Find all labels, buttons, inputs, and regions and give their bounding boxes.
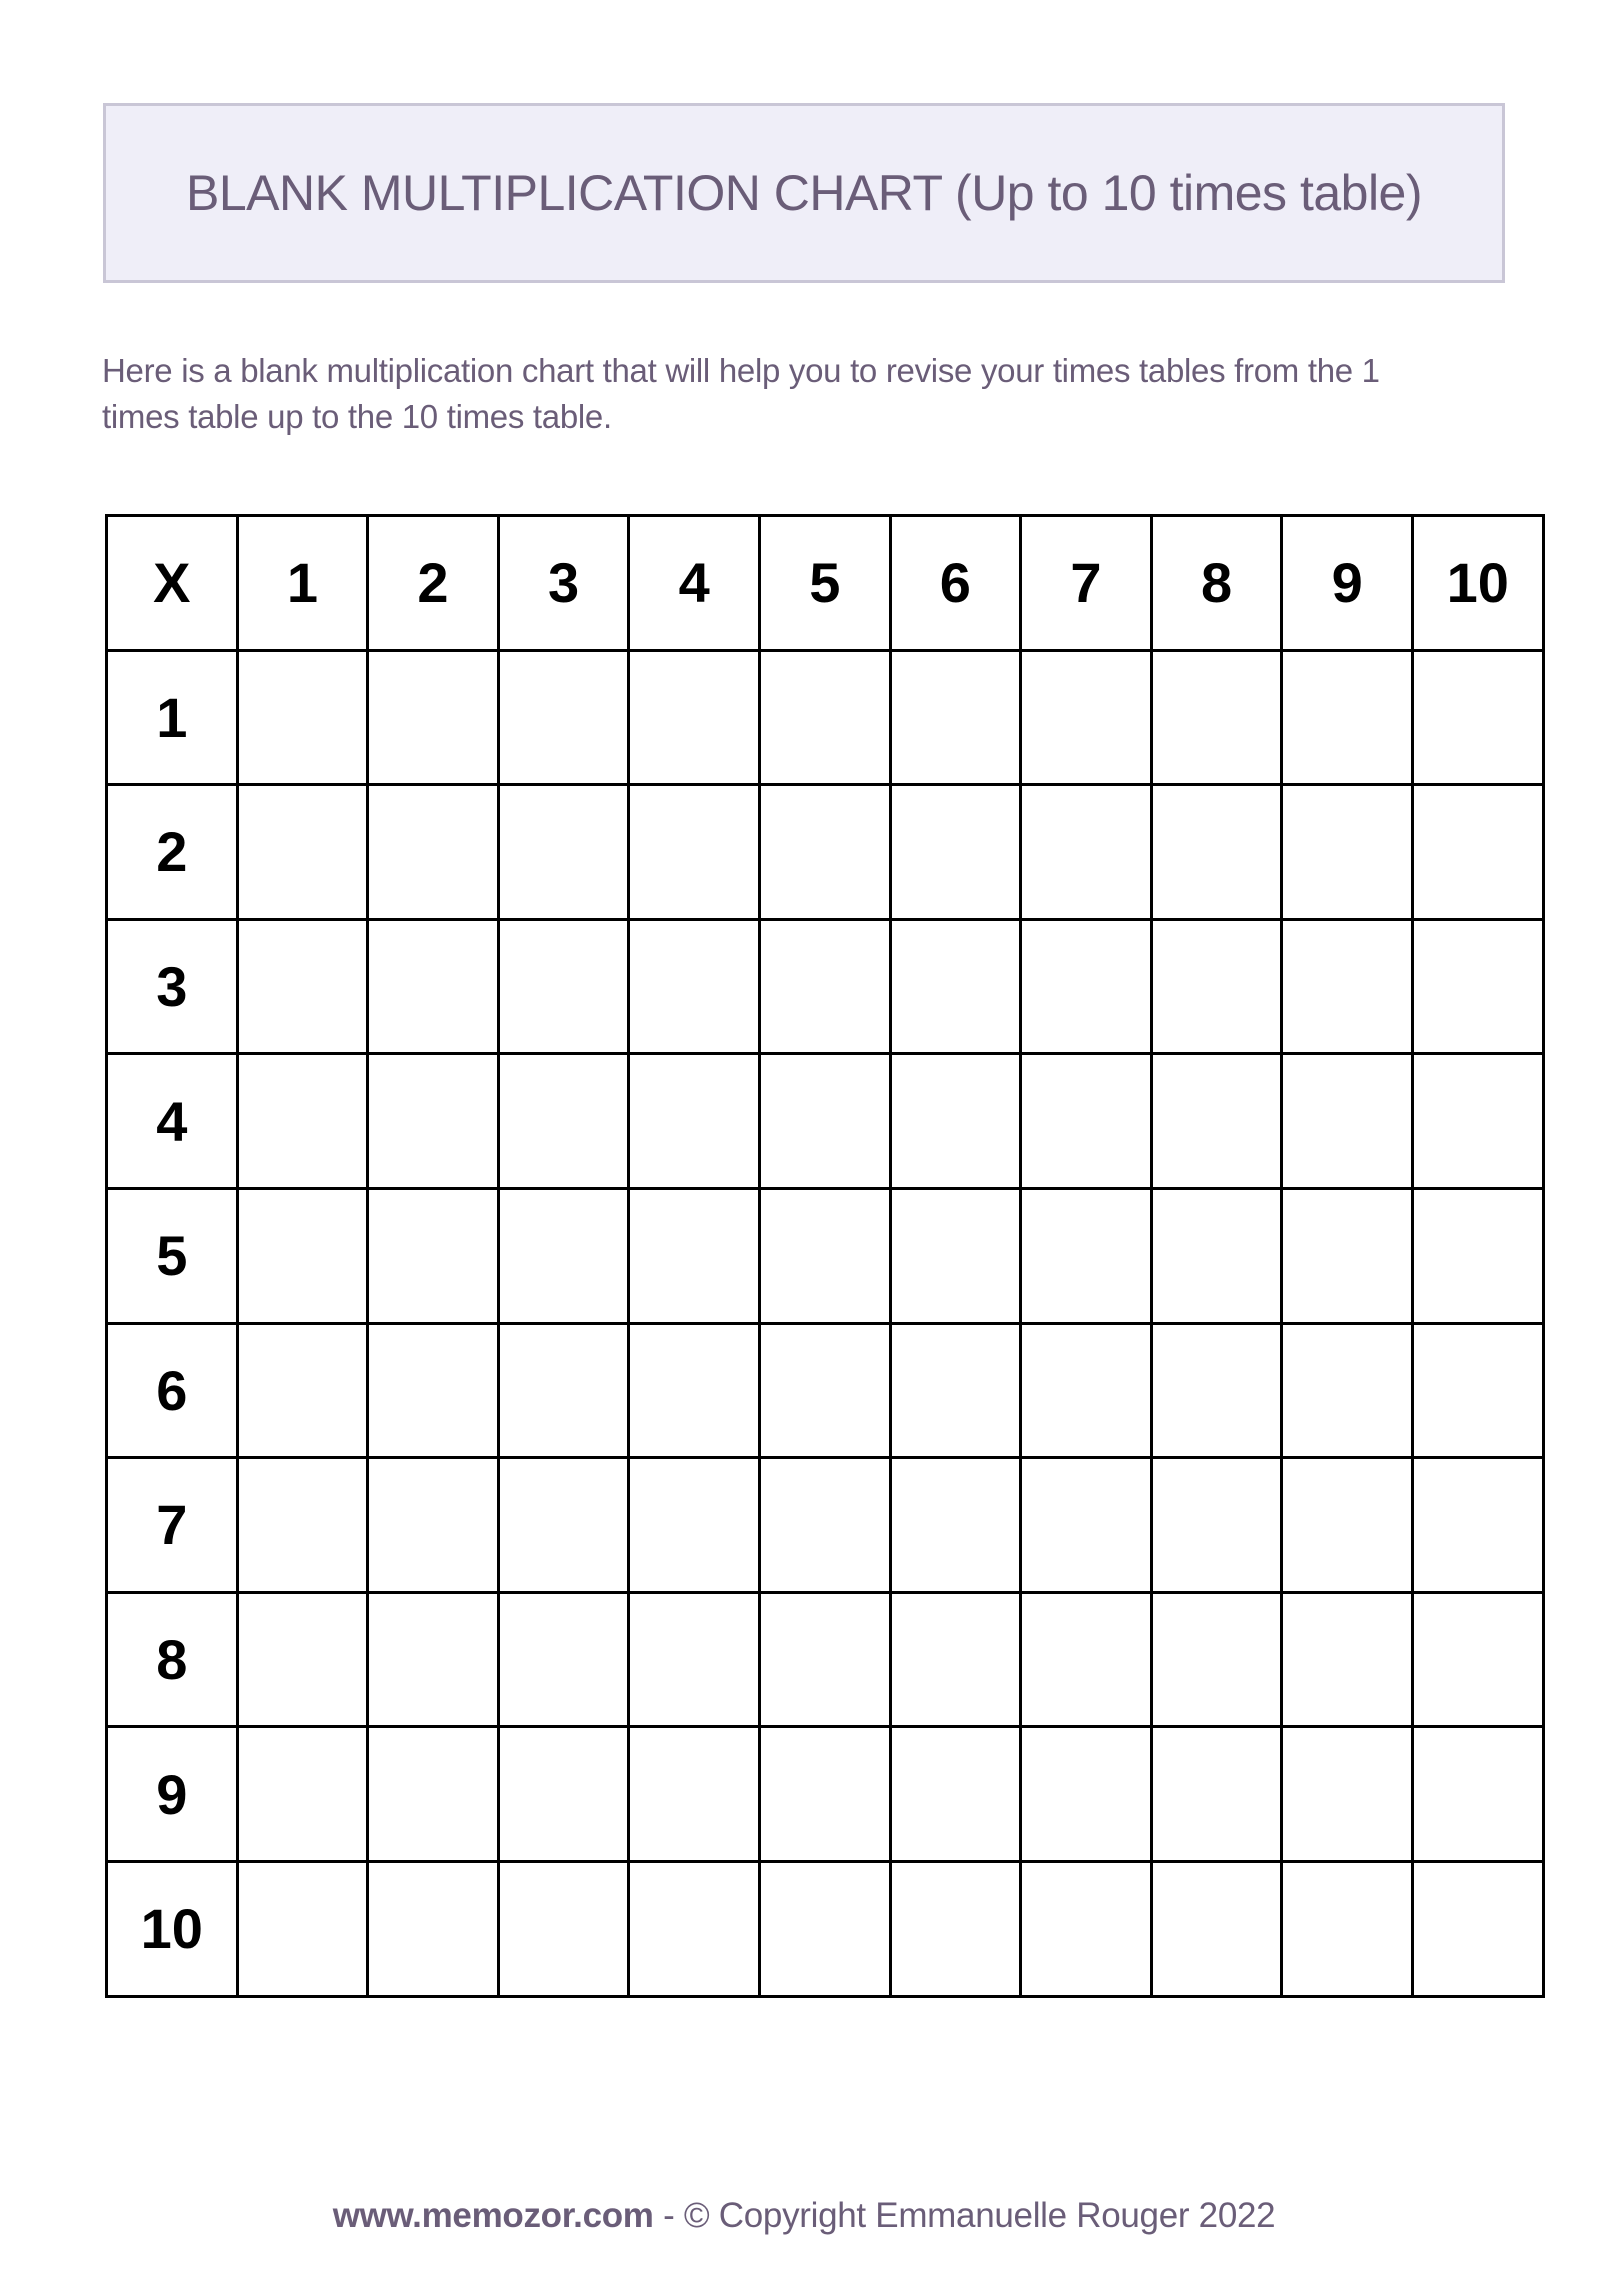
- blank-answer-cell[interactable]: [237, 650, 368, 785]
- corner-cell: X: [107, 516, 238, 651]
- blank-answer-cell[interactable]: [1282, 785, 1413, 920]
- blank-answer-cell[interactable]: [890, 1592, 1021, 1727]
- column-header: 8: [1151, 516, 1282, 651]
- table-row: [107, 1458, 1544, 1593]
- blank-answer-cell[interactable]: [1151, 1458, 1282, 1593]
- blank-answer-cell[interactable]: [759, 1323, 890, 1458]
- footer-copyright: - © Copyright Emmanuelle Rouger 2022: [653, 2196, 1276, 2235]
- blank-answer-cell[interactable]: [759, 1458, 890, 1593]
- blank-answer-cell[interactable]: [1282, 1592, 1413, 1727]
- blank-answer-cell[interactable]: [368, 1054, 499, 1189]
- table-row: [107, 1592, 1544, 1727]
- row-header: 10: [107, 1861, 238, 1996]
- blank-answer-cell[interactable]: [759, 1592, 890, 1727]
- blank-answer-cell[interactable]: [1151, 1323, 1282, 1458]
- blank-answer-cell[interactable]: [759, 919, 890, 1054]
- blank-answer-cell[interactable]: [498, 1861, 629, 1996]
- blank-answer-cell[interactable]: [237, 1861, 368, 1996]
- blank-answer-cell[interactable]: [1412, 785, 1543, 920]
- blank-answer-cell[interactable]: [1282, 650, 1413, 785]
- column-header: 10: [1412, 516, 1543, 651]
- blank-answer-cell[interactable]: [1021, 1861, 1152, 1996]
- blank-answer-cell[interactable]: [368, 1861, 499, 1996]
- row-header: 4: [107, 1054, 238, 1189]
- blank-answer-cell[interactable]: [368, 1188, 499, 1323]
- blank-answer-cell[interactable]: [1151, 1054, 1282, 1189]
- blank-answer-cell[interactable]: [890, 785, 1021, 920]
- blank-answer-cell[interactable]: [498, 1188, 629, 1323]
- blank-answer-cell[interactable]: [1021, 1323, 1152, 1458]
- table-row: [107, 919, 1544, 1054]
- blank-answer-cell[interactable]: [1021, 1054, 1152, 1189]
- blank-answer-cell[interactable]: [890, 1458, 1021, 1593]
- row-header: 1: [107, 650, 238, 785]
- intro-line-2: times table up to the 10 times table.: [102, 398, 612, 435]
- blank-answer-cell[interactable]: [629, 919, 760, 1054]
- blank-answer-cell[interactable]: [1151, 1861, 1282, 1996]
- blank-answer-cell[interactable]: [498, 1592, 629, 1727]
- table-row: [107, 1188, 1544, 1323]
- column-header: 4: [629, 516, 760, 651]
- blank-answer-cell[interactable]: [368, 785, 499, 920]
- blank-answer-cell[interactable]: [629, 1861, 760, 1996]
- blank-answer-cell[interactable]: [1021, 650, 1152, 785]
- row-header: 9: [107, 1727, 238, 1862]
- footer-site: www.memozor.com: [332, 2196, 654, 2235]
- blank-answer-cell[interactable]: [368, 650, 499, 785]
- blank-answer-cell[interactable]: [237, 919, 368, 1054]
- table-row: [107, 1323, 1544, 1458]
- blank-answer-cell[interactable]: [759, 650, 890, 785]
- blank-answer-cell[interactable]: [759, 1861, 890, 1996]
- footer: [0, 2196, 1608, 2236]
- blank-answer-cell[interactable]: [890, 1861, 1021, 1996]
- page-title: BLANK MULTIPLICATION CHART (Up to 10 times table): [185, 165, 1423, 221]
- blank-answer-cell[interactable]: [237, 1188, 368, 1323]
- table-row: [107, 785, 1544, 920]
- blank-answer-cell[interactable]: [1412, 1861, 1543, 1996]
- blank-answer-cell[interactable]: [368, 1458, 499, 1593]
- blank-answer-cell[interactable]: [368, 919, 499, 1054]
- blank-answer-cell[interactable]: [890, 1323, 1021, 1458]
- blank-answer-cell[interactable]: [629, 1727, 760, 1862]
- blank-answer-cell[interactable]: [1412, 1054, 1543, 1189]
- blank-answer-cell[interactable]: [1282, 1323, 1413, 1458]
- blank-answer-cell[interactable]: [1021, 1592, 1152, 1727]
- blank-answer-cell[interactable]: [368, 1727, 499, 1862]
- blank-answer-cell[interactable]: [368, 1323, 499, 1458]
- blank-answer-cell[interactable]: [1282, 1054, 1413, 1189]
- blank-answer-cell[interactable]: [498, 919, 629, 1054]
- blank-answer-cell[interactable]: [498, 785, 629, 920]
- blank-answer-cell[interactable]: [1282, 1188, 1413, 1323]
- row-header: 2: [107, 785, 238, 920]
- column-header: 1: [237, 516, 368, 651]
- blank-answer-cell[interactable]: [1151, 785, 1282, 920]
- column-header: 9: [1282, 516, 1413, 651]
- table-row: [107, 1861, 1544, 1996]
- blank-answer-cell[interactable]: [629, 1458, 760, 1593]
- blank-answer-cell[interactable]: [1151, 1727, 1282, 1862]
- blank-answer-cell[interactable]: [890, 1054, 1021, 1189]
- blank-answer-cell[interactable]: [1282, 1727, 1413, 1862]
- column-header: 7: [1021, 516, 1152, 651]
- blank-answer-cell[interactable]: [1412, 1188, 1543, 1323]
- blank-answer-cell[interactable]: [237, 1592, 368, 1727]
- blank-answer-cell[interactable]: [498, 1727, 629, 1862]
- blank-answer-cell[interactable]: [368, 1592, 499, 1727]
- column-header: 5: [759, 516, 890, 651]
- blank-answer-cell[interactable]: [1021, 1458, 1152, 1593]
- blank-answer-cell[interactable]: [759, 785, 890, 920]
- multiplication-grid: [105, 514, 1545, 1998]
- blank-answer-cell[interactable]: [890, 650, 1021, 785]
- table-row: [107, 1727, 1544, 1862]
- blank-answer-cell[interactable]: [890, 1727, 1021, 1862]
- row-header: 8: [107, 1592, 238, 1727]
- blank-answer-cell[interactable]: [1412, 1323, 1543, 1458]
- row-header: 7: [107, 1458, 238, 1593]
- blank-answer-cell[interactable]: [1412, 919, 1543, 1054]
- blank-answer-cell[interactable]: [1021, 919, 1152, 1054]
- blank-answer-cell[interactable]: [629, 1188, 760, 1323]
- blank-answer-cell[interactable]: [1151, 919, 1282, 1054]
- intro-paragraph: [102, 348, 1522, 440]
- blank-answer-cell[interactable]: [498, 1323, 629, 1458]
- blank-answer-cell[interactable]: [1151, 1188, 1282, 1323]
- blank-answer-cell[interactable]: [1412, 650, 1543, 785]
- blank-answer-cell[interactable]: [890, 1188, 1021, 1323]
- blank-answer-cell[interactable]: [890, 919, 1021, 1054]
- blank-answer-cell[interactable]: [1151, 650, 1282, 785]
- blank-answer-cell[interactable]: [629, 785, 760, 920]
- blank-answer-cell[interactable]: [237, 1458, 368, 1593]
- column-header: 6: [890, 516, 1021, 651]
- blank-answer-cell[interactable]: [759, 1727, 890, 1862]
- blank-answer-cell[interactable]: [1151, 1592, 1282, 1727]
- row-header: 6: [107, 1323, 238, 1458]
- blank-answer-cell[interactable]: [1282, 919, 1413, 1054]
- blank-answer-cell[interactable]: [1021, 1727, 1152, 1862]
- blank-answer-cell[interactable]: [1021, 1188, 1152, 1323]
- blank-answer-cell[interactable]: [237, 785, 368, 920]
- header-row: [107, 516, 1544, 651]
- blank-answer-cell[interactable]: [759, 1054, 890, 1189]
- blank-answer-cell[interactable]: [498, 1458, 629, 1593]
- column-header: 3: [498, 516, 629, 651]
- blank-answer-cell[interactable]: [629, 1323, 760, 1458]
- intro-line-1: Here is a blank multiplication chart that will help you to revise your times tables from the 1: [102, 352, 1380, 389]
- blank-answer-cell[interactable]: [1282, 1861, 1413, 1996]
- row-header: 3: [107, 919, 238, 1054]
- blank-answer-cell[interactable]: [629, 1054, 760, 1189]
- blank-answer-cell[interactable]: [237, 1727, 368, 1862]
- blank-answer-cell[interactable]: [498, 1054, 629, 1189]
- blank-answer-cell[interactable]: [1021, 785, 1152, 920]
- blank-answer-cell[interactable]: [1282, 1458, 1413, 1593]
- blank-answer-cell[interactable]: [629, 650, 760, 785]
- blank-answer-cell[interactable]: [1412, 1727, 1543, 1862]
- row-header: 5: [107, 1188, 238, 1323]
- table-row: [107, 1054, 1544, 1189]
- blank-answer-cell[interactable]: [237, 1323, 368, 1458]
- blank-answer-cell[interactable]: [237, 1054, 368, 1189]
- blank-answer-cell[interactable]: [498, 650, 629, 785]
- blank-answer-cell[interactable]: [759, 1188, 890, 1323]
- title-box: [103, 103, 1505, 283]
- blank-answer-cell[interactable]: [1412, 1458, 1543, 1593]
- column-header: 2: [368, 516, 499, 651]
- table-row: [107, 650, 1544, 785]
- blank-answer-cell[interactable]: [629, 1592, 760, 1727]
- blank-answer-cell[interactable]: [1412, 1592, 1543, 1727]
